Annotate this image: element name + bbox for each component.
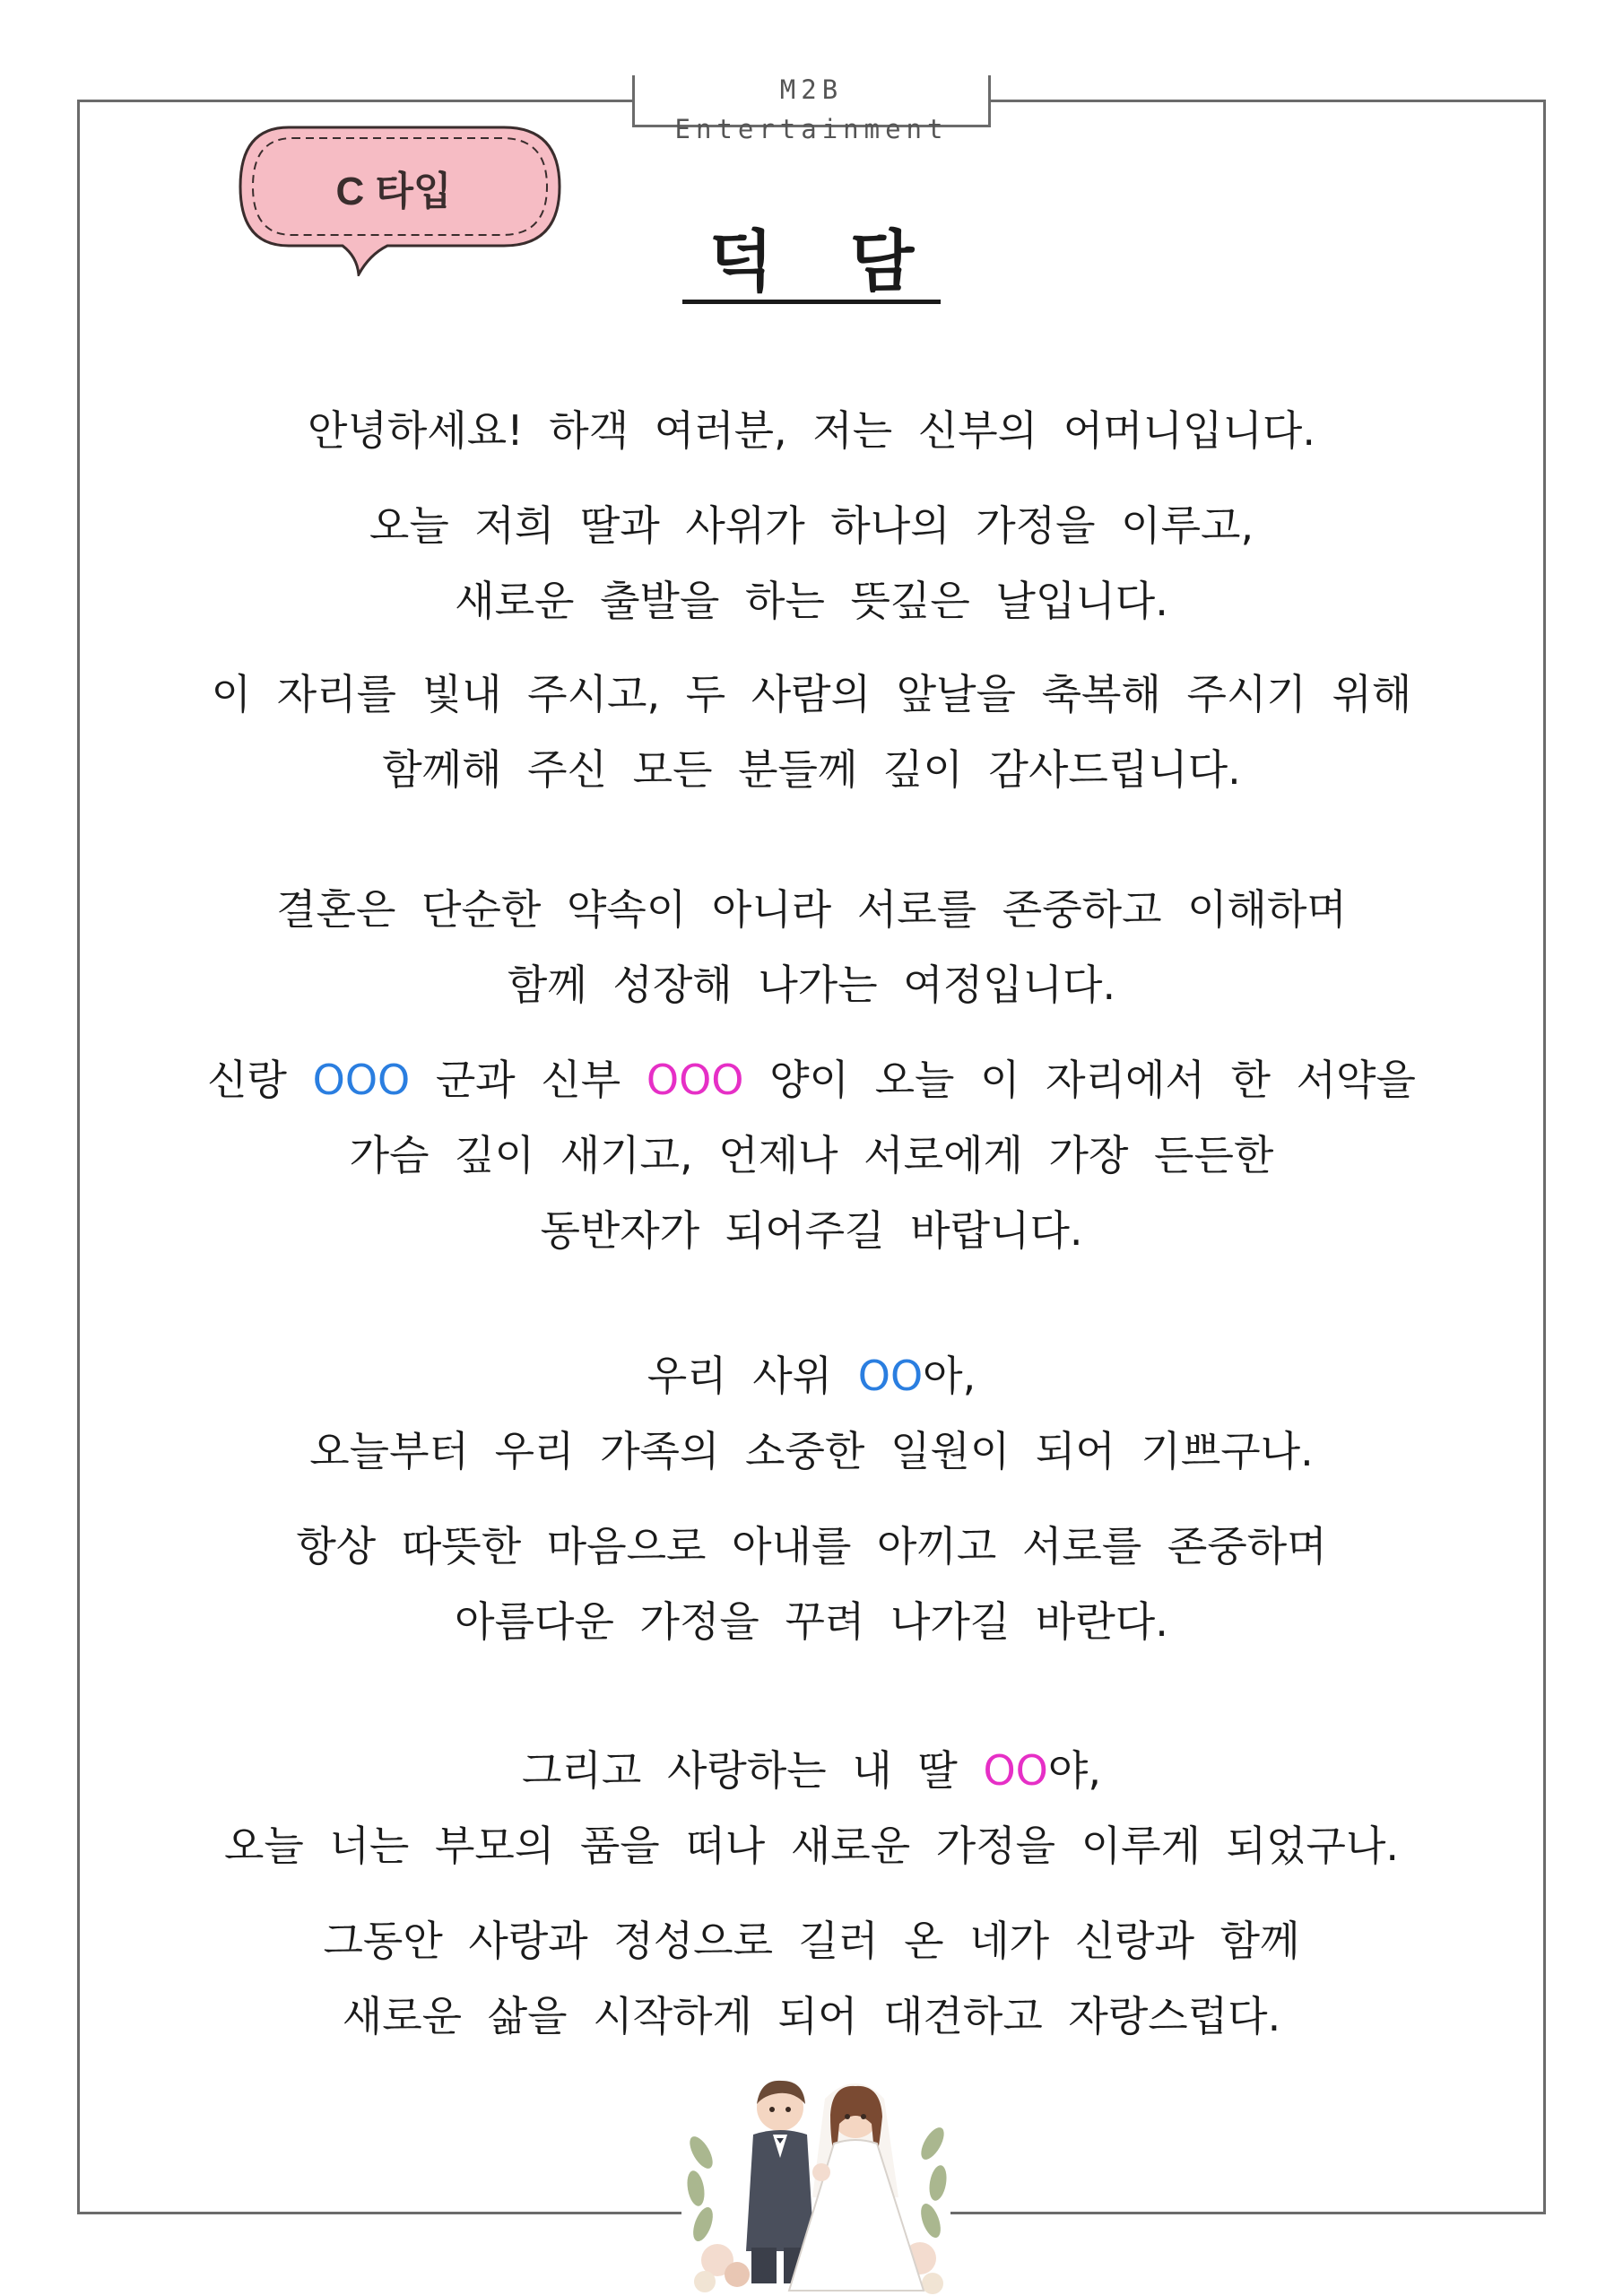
paragraph-line: 그동안 사랑과 정성으로 길러 온 네가 신랑과 함께: [323, 1917, 1300, 1965]
text-segment: 아,: [923, 1352, 976, 1400]
paragraph-line: 결혼은 단순한 약속이 아니라 서로를 존중하고 이해하며: [276, 885, 1347, 934]
bride-name-placeholder: OOO: [646, 1056, 744, 1104]
paragraph-line: 오늘 너는 부모의 품을 떠나 새로운 가정을 이루게 되었구나.: [223, 1822, 1400, 1870]
text-segment: 군과 신부: [410, 1056, 647, 1104]
page-title-wrapper: [0, 224, 1623, 304]
paragraph-line: 오늘 저희 딸과 사위가 하나의 가정을 이루고,: [369, 501, 1254, 550]
type-label: C 타입: [335, 170, 452, 213]
brand-name: M2B Entertainment: [674, 74, 949, 144]
wedding-couple-illustration: [664, 2072, 968, 2296]
paragraph-line: 이 자리를 빛내 주시고, 두 사람의 앞날을 축복해 주시기 위해: [211, 670, 1412, 718]
groom-name-placeholder: OOO: [312, 1056, 411, 1104]
paragraph-line: 동반자가 되어주길 바랍니다.: [540, 1206, 1083, 1255]
paragraph-line: 가슴 깊이 새기고, 언제나 서로에게 가장 든든한: [349, 1131, 1274, 1179]
paragraph-line: 새로운 출발을 하는 뜻깊은 날입니다.: [455, 577, 1168, 625]
paragraph-line: 오늘부터 우리 가족의 소중한 일원이 되어 기쁘구나.: [309, 1427, 1314, 1475]
paragraph-line: 아름다운 가정을 꾸려 나가길 바란다.: [455, 1597, 1168, 1646]
brand-tab: [632, 74, 991, 144]
paragraph-line-daughter: [0, 1744, 1623, 1797]
paragraph-line: 새로운 삶을 시작하게 되어 대견하고 자랑스럽다.: [342, 1992, 1281, 2040]
paragraph-line: 항상 따뜻한 마음으로 아내를 아끼고 서로를 존중하며: [296, 1522, 1327, 1570]
text-segment: 그리고 사랑하는 내 딸: [522, 1746, 984, 1795]
paragraph-line-son-in-law: [0, 1349, 1623, 1403]
text-segment: 양이 오늘 이 자리에서 한 서약을: [743, 1056, 1416, 1104]
text-segment: 야,: [1047, 1746, 1101, 1795]
page-title: 덕 담: [682, 224, 942, 304]
text-segment: 신랑: [207, 1056, 313, 1104]
paragraph-line: 안녕하세요! 하객 여러분, 저는 신부의 어머니입니다.: [308, 406, 1315, 455]
daughter-name-placeholder: OO: [983, 1746, 1048, 1795]
text-segment: 우리 사위: [647, 1352, 858, 1400]
paragraph-line: 함께 성장해 나가는 여정입니다.: [507, 961, 1116, 1009]
paragraph-line: 함께해 주신 모든 분들께 깊이 감사드립니다.: [382, 745, 1241, 794]
paragraph-line-vows: [0, 1053, 1623, 1107]
son-in-law-name-placeholder: OO: [857, 1352, 924, 1400]
